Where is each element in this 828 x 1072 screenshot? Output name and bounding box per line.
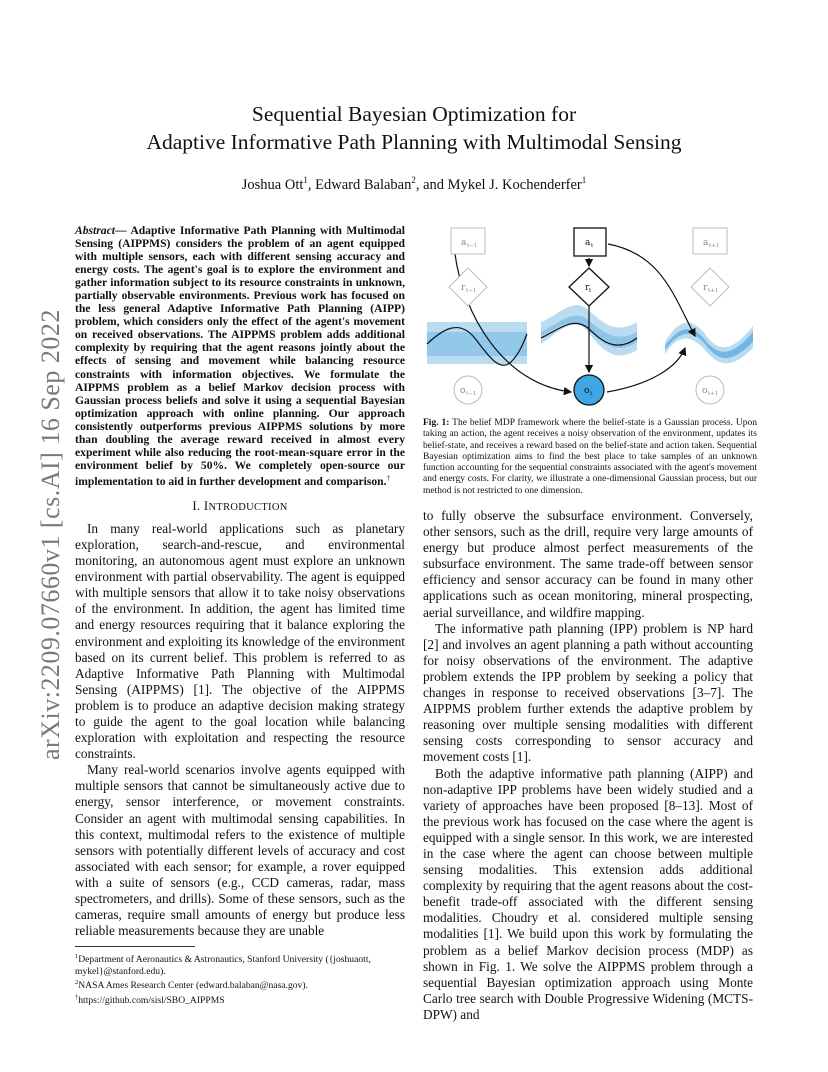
author-affiliation-mark: 2 [411,175,416,185]
gp-plot-next [665,323,753,364]
author-name: Edward Balaban [315,176,412,193]
figure-caption [423,418,757,497]
node-o-now: o [584,386,590,396]
node-r-prev: r [461,283,466,293]
caption-label: Fig. 1: [423,418,450,428]
footnote-text: NASA Ames Research Center (edward.balaban@nasa.gov). [78,980,308,992]
author-affiliation-mark: 1 [303,175,308,185]
footnote-divider [75,946,195,947]
arxiv-identifier: arXiv:2209.07660v1 [cs.AI] 16 Sep 2022 [36,309,65,760]
node-o-prev: o [460,386,466,396]
node-a-prev-sub: t−1 [467,243,478,249]
footnote-mark: † [75,993,79,1001]
paper-title [60,100,768,156]
footnote [75,951,405,977]
section-title-initial: I [203,498,209,513]
node-a-next-sub: t+1 [709,243,720,249]
abstract [75,224,405,488]
abstract-label: Abstract [75,224,115,237]
section-heading-introduction [75,498,405,516]
section-number: I. [192,498,204,513]
node-r-prev-sub: t−1 [466,288,477,294]
section-title-rest: NTRODUCTION [208,501,288,513]
author-separator: , [307,176,316,193]
node-o-next-sub: t+1 [708,391,719,397]
title-line-2: Adaptive Informative Path Planning with Multimodal Sensing [146,130,682,154]
footnote [75,992,405,1007]
node-o-now-sub: t [590,391,593,397]
node-a-now: a [585,238,591,248]
footnote [75,977,405,992]
node-o-prev-sub: t−1 [466,391,477,397]
title-line-1: Sequential Bayesian Optimization for [251,102,577,126]
node-a-next: a [703,238,709,248]
body-paragraph: In many real-world applications such as planetary exploration, search-and-rescue, and environmental monitoring, an autonomous agent must explore an unknown environment with partial observability. The agent is equipped with multiple sensors that allow it to take noisy observations of the environment. In addition, the agent has limited time and energy resources requiring that it balance exploring the environment and exploiting its knowledge of the environment based on its current belief. This problem is referred to as Adaptive Informative Path Planning with Multimodal Sensing (AIPPMS) [1]. The objective of the AIPPMS problem is to produce an adaptive decision making strategy to guide the agent to the goal location while balancing exploration with exploitation and respecting the resource constraints. [75,520,405,762]
node-r-now: r [585,283,590,293]
caption-text: The belief MDP framework where the belief-state is a Gaussian process. Upon taking an action, the agent receives a noisy observation of the environment, updates its belief-state, and receives a reward based on the belief-state and action taken. Sequential Bayesian optimization aims to find the best place to take samples of an unknown function accounting for the sequential constraints associated with the agent's movement and energy costs. For clarity, we illustrate a one-dimensional Gaussian process, but our method is not restricted to one dimension. [423,418,757,496]
node-a-prev: a [461,238,467,248]
body-paragraph: The informative path planning (IPP) problem is NP hard [2] and involves an agent planning a path without accounting for noisy observations of the environment. The adaptive problem extends the IPP problem by seeking a policy that changes in response to received observations [3–7]. The AIPPMS problem further extends the adaptive problem by reasoning over multiple sensing modalities with different sensing costs corresponding to sensor accuracy and movement costs [1]. [423,620,753,765]
footnote-link[interactable]: https://github.com/sisl/SBO_AIPPMS [78,995,225,1007]
node-a-now-sub: t [591,243,594,249]
arxiv-sidebar [0,0,65,1072]
node-r-next: r [703,283,708,293]
author-affiliation-mark: 1 [581,175,587,185]
author-separator: , and [415,176,448,193]
node-r-now-sub: t [589,288,592,294]
body-paragraph: to fully observe the subsurface environment. Conversely, other sensors, such as the drill, require very large amounts of energy but produce almost perfect measurements of the subsurface environment. The same trade-off between sensor efficiency and sensor accuracy can be found in many other applications such as ocean monitoring, mineral prospecting, aerial surveillance, and wildfire mapping. [423,508,753,620]
figure-belief-mdp [423,224,757,408]
abstract-dash: — [114,224,127,237]
footnote-text: Department of Aeronautics & Astronautics, Stanford University ({joshuaott, mykel}@stanford.edu). [75,954,371,977]
abstract-text: Adaptive Informative Path Planning with Multimodal Sensing (AIPPMS) considers the problem of an agent equipped with multiple sensors, each with different sensing accuracy and energy costs. The agent's goal is to explore the environment and gather information subject to its resource constraints in unknown, partially observable environments. Previous work has focused on the less general Adaptive Informative Path Planning (AIPP) problem, which considers only the effect of the agent's movement on received observations. The AIPPMS problem adds additional complexity by requiring that the agent reasons jointly about the effects of sensing and movement while balancing resource constraints with information objectives. We formulate the AIPPMS problem as a belief Markov decision process with Gaussian process beliefs and solve it using a sequential Bayesian optimization approach with online planning. Our approach consistently outperforms previous AIPPMS solutions by more than doubling the average reward received in almost every experiment while also reducing the root-mean-square error in the environment belief by 50%. We completely open-source our implementation to aid in further development and comparison. [75,224,405,488]
belief-mdp-diagram [423,224,757,408]
node-o-next: o [702,386,708,396]
author-name: Joshua Ott [241,176,304,193]
left-column [75,224,405,1007]
body-paragraph: Many real-world scenarios involve agents equipped with multiple sensors that cannot be simultaneously active due to energy, sensor interference, or movement constraints. Consider an agent with multimodal sensing capabilities. In this context, multimodal refers to the existence of multiple sensors with potentially different levels of accuracy and cost associated with each sensor; for example, a rover equipped with a suite of sensors (e.g., CCD cameras, radar, mass spectrometers, and drills). Some of these sensors, such as the cameras, require small amounts of energy but produce less reliable measurements because they are unable [75,762,405,939]
right-column [423,508,753,1023]
footnote-mark: 1 [75,953,79,961]
author-name: Mykel J. Kochenderfer [447,176,582,193]
abstract-footnote-mark: † [386,473,391,482]
footnote-mark: 2 [75,979,79,987]
gp-plot-prev [427,322,527,365]
author-list [60,175,768,194]
body-paragraph: Both the adaptive informative path planning (AIPP) and non-adaptive IPP problems have been widely studied and a variety of approaches have been proposed [8–13]. Most of the previous work has focused on the case where the agent is equipped with a single sensor. In this work, we are interested in the case where the agent can choose between multiple sensing modalities. This extension adds additional complexity by requiring that the agent reasons about the cost-benefit trade-off associated with the different sensing modalities. Choudry et al. considered multiple sensing modalities [1]. We build upon this work by formulating the problem as a belief Markov decision process (MDP) as shown in Fig. 1. We solve the AIPPMS problem through a sequential Bayesian optimization approach using Monte Carlo tree search with Double Progressive Widening (MCTS-DPW) and [423,765,753,1022]
node-r-next-sub: t+1 [708,288,719,294]
